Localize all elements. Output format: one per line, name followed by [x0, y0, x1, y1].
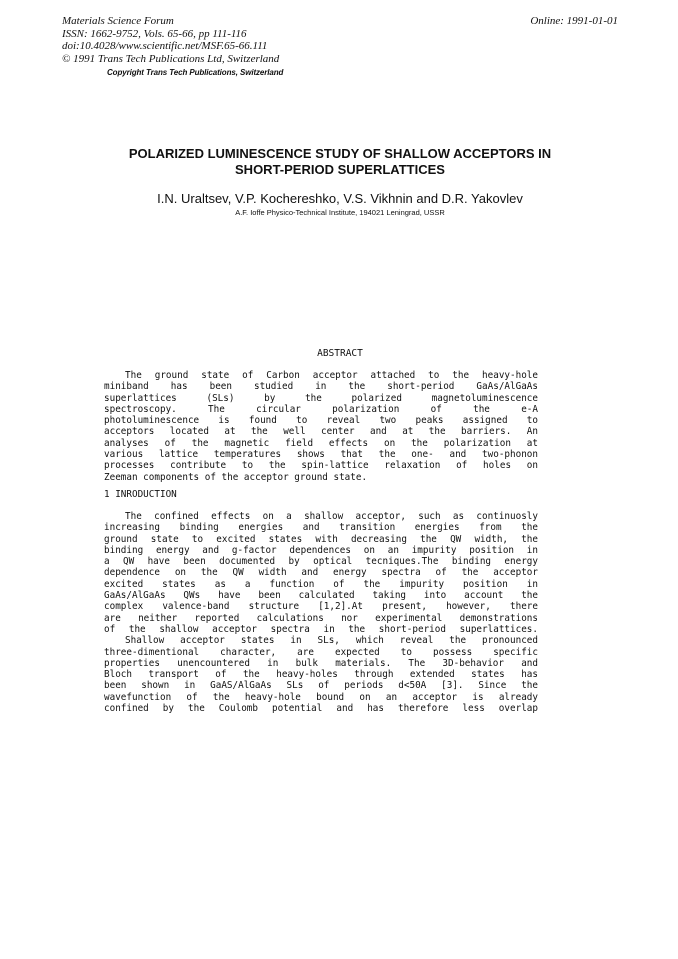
- text-line: three-dimentional character, are expected to possess specific: [104, 646, 538, 658]
- text-line: ground state to excited states with decreasing the QW width, the: [104, 533, 538, 545]
- text-line: been shown in GaAS/AlGaAs SLs of periods d<50A [3]. Since the: [104, 680, 538, 692]
- text-line: The ground state of Carbon acceptor attached to the heavy-hole: [125, 370, 538, 381]
- journal-name: Materials Science Forum: [62, 15, 174, 27]
- text-line: The confined effects on a shallow acceptor, such as continuosly: [125, 511, 538, 522]
- text-line: excited states as a function of the impurity position in: [104, 578, 538, 590]
- section-body: [104, 511, 538, 714]
- abstract-body: [104, 370, 538, 483]
- text-line: GaAs/AlGaAs QWs have been calculated taking into account the: [104, 590, 538, 602]
- text-line: Bloch transport of the heavy-holes through extended states has: [104, 669, 538, 681]
- issn-line: ISSN: 1662-9752, Vols. 65-66, pp 111-116: [62, 27, 247, 40]
- text-line: Shallow acceptor states in SLs, which reveal the pronounced: [125, 635, 538, 647]
- copyright-line: © 1991 Trans Tech Publications Ltd, Switzerland: [62, 52, 280, 65]
- text-line: dependence on the QW width and energy spectra of the acceptor: [104, 567, 538, 579]
- paper-title: [62, 146, 618, 178]
- section-heading: 1 INRODUCTION: [104, 489, 177, 500]
- text-line: Zeeman components of the acceptor ground state.: [104, 471, 368, 483]
- affiliation: A.F. Ioffe Physico-Technical Institute, 194021 Leningrad, USSR: [235, 208, 445, 217]
- text-line: wavefunction of the heavy-hole bound on an acceptor is already: [104, 691, 538, 703]
- online-date: Online: 1991-01-01: [530, 15, 618, 27]
- text-line: miniband has been studied in the short-period GaAs/AlGaAs: [104, 381, 538, 393]
- title-line-1: POLARIZED LUMINESCENCE STUDY OF SHALLOW ACCEPTORS IN: [128, 146, 552, 161]
- text-line: various lattice temperatures shows that the one- and two-phonon: [104, 449, 538, 461]
- text-line: are neither reported calculations nor experimental demonstrations: [104, 612, 538, 624]
- text-line: binding energy and g-factor dependences on an impurity position in: [104, 544, 538, 556]
- text-line: of the shallow acceptor spectra in the short-period superlattices.: [104, 623, 538, 635]
- title-line-2: SHORT-PERIOD SUPERLATTICES: [235, 162, 445, 177]
- abstract-heading: ABSTRACT: [317, 348, 363, 359]
- text-line: processes contribute to the spin-lattice relaxation of holes on: [104, 460, 538, 472]
- text-line: a QW have been documented by optical tecniques.The binding energy: [104, 556, 538, 568]
- text-line: spectroscopy. The circular polarization of the e-A: [104, 403, 538, 415]
- text-line: superlattices (SLs) by the polarized magnetoluminescence: [104, 392, 538, 404]
- text-line: analyses of the magnetic field effects on the polarization at: [104, 437, 538, 449]
- text-line: acceptors located at the well center and at the barriers. An: [104, 426, 538, 438]
- text-line: properties unencountered in bulk materials. The 3D-behavior and: [104, 657, 538, 669]
- copyright-stamp: Copyright Trans Tech Publications, Switzerland: [107, 68, 284, 77]
- text-line: confined by the Coulomb potential and has therefore less overlap: [104, 703, 538, 715]
- text-line: complex valence-band structure [1,2].At present, however, there: [104, 601, 538, 613]
- text-line: photoluminescence is found to reveal two peaks assigned to: [104, 415, 538, 427]
- text-line: increasing binding energies and transition energies from the: [104, 522, 538, 534]
- author-list: I.N. Uraltsev, V.P. Kochereshko, V.S. Vikhnin and D.R. Yakovlev: [157, 191, 523, 206]
- journal-header: [62, 15, 618, 65]
- doi-line[interactable]: doi:10.4028/www.scientific.net/MSF.65-66.111: [62, 40, 268, 52]
